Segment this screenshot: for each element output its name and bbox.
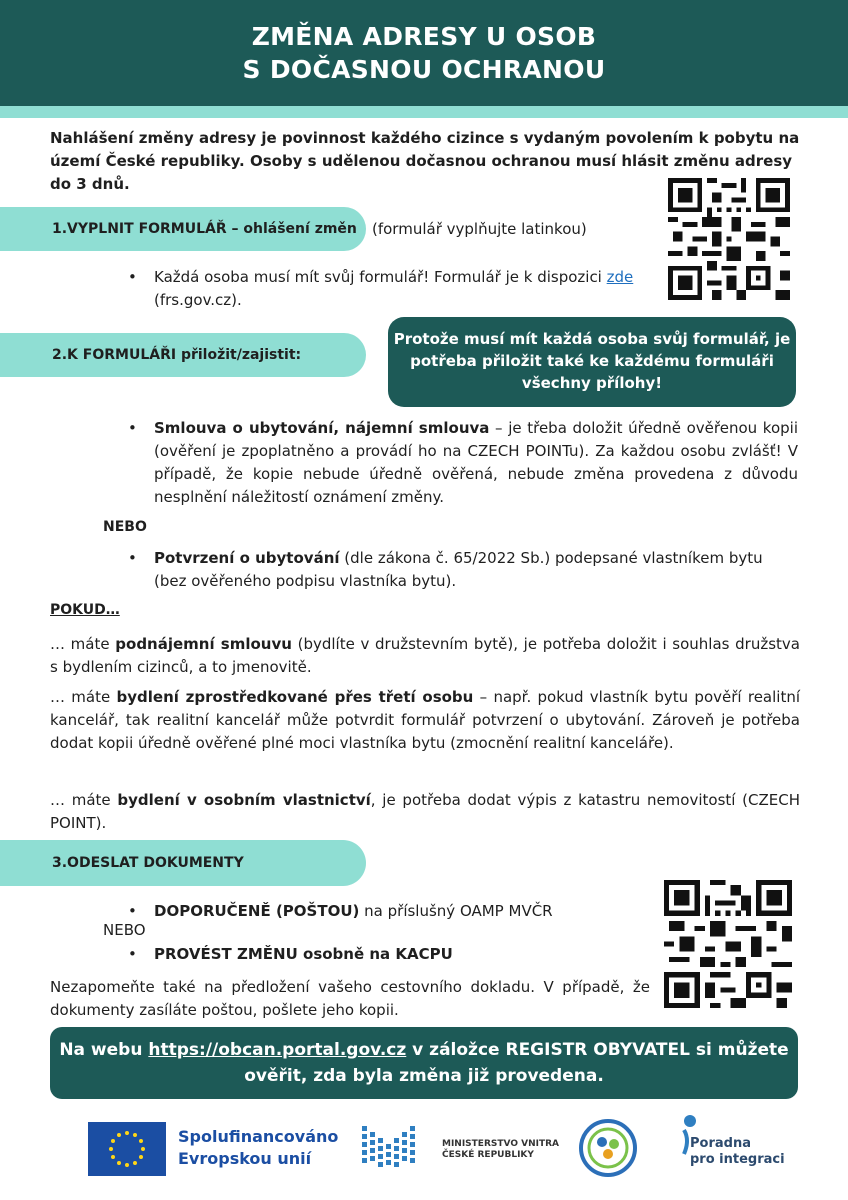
bullet-icon: •	[128, 549, 137, 567]
list-item	[128, 547, 798, 593]
title-line-1: ZMĚNA ADRESY U OSOB	[251, 22, 597, 51]
lease-contract-title: Smlouva o ubytování, nájemní smlouva	[154, 419, 490, 437]
title-line-2: S DOČASNOU OCHRANOU	[242, 55, 606, 84]
third-party-pre: … máte	[50, 688, 117, 706]
in-person-change-title: PROVÉST ZMĚNU osobně na KACPU	[154, 945, 453, 963]
sublease-bold: podnájemní smlouvu	[115, 635, 292, 653]
ministry-line-1: MINISTERSTVO VNITRA	[442, 1139, 559, 1149]
centrum-cizincu-logo-icon	[578, 1118, 638, 1178]
ownership-post: , je potřeba dodat výpis z katastru nemovitostí (CZECH POINT).	[50, 791, 801, 832]
list-item	[128, 266, 660, 312]
eu-cofunded-label	[178, 1126, 338, 1170]
bullet-icon: •	[128, 419, 137, 437]
page-title	[0, 0, 848, 106]
attachments-callout: Protože musí mít každá osoba svůj formulář, je potřeba přiložit také ke každému formuláři všechny přílohy!	[388, 317, 796, 407]
bullet-icon: •	[128, 268, 137, 286]
poradna-line-1: Poradna	[690, 1136, 751, 1151]
eu-line-1: Spolufinancováno	[178, 1127, 339, 1146]
poradna-line-2: pro integraci	[690, 1152, 785, 1167]
registry-check-banner	[50, 1027, 798, 1099]
ownership-pre: … máte	[50, 791, 118, 809]
or-label: NEBO	[103, 519, 147, 535]
bullet-icon: •	[128, 902, 137, 920]
section-2-header: 2.K FORMULÁŘI přiložit/zajistit:	[0, 333, 366, 377]
qr-code-icon	[664, 880, 792, 1008]
send-by-post-title: DOPORUČENĚ (POŠTOU)	[154, 902, 360, 920]
section-1-header: 1.VYPLNIT FORMULÁŘ – ohlášení změn	[0, 207, 366, 251]
portal-link[interactable]: https://obcan.portal.gov.cz	[148, 1040, 407, 1060]
lease-contract-text: – je třeba doložit úředně ověřenou kopii (ověření je zpoplatněno a provádí ho na CZECH POINTu). Za každou osobu zvlášť! V případě, že kopie nebude úředně ověřená, nebude změna provedena z důvodu nesplnění náležitostí oznámení změny.	[154, 419, 798, 506]
ownership-paragraph	[50, 789, 800, 835]
banner-post: v záložce REGISTR OBYVATEL si můžete ověřit, zda byla změna již provedena.	[244, 1040, 789, 1086]
banner-pre: Na webu	[59, 1040, 149, 1060]
accommodation-confirmation-title: Potvrzení o ubytování	[154, 549, 340, 567]
section-3-header: 3.ODESLAT DOKUMENTY	[0, 840, 366, 886]
footer-logos	[0, 1112, 848, 1200]
or-label: NEBO	[103, 921, 146, 939]
third-party-paragraph	[50, 686, 800, 755]
form-info-text: Každá osoba musí mít svůj formulář! Formulář je k dispozici	[154, 268, 602, 286]
eu-flag-icon	[88, 1122, 166, 1176]
form-source-text: (frs.gov.cz).	[154, 291, 242, 309]
sublease-post: (bydlíte v družstevním bytě), je potřeba doložit i souhlas družstva s bydlením cizinců, a to jmenovitě.	[50, 635, 800, 676]
list-item	[128, 943, 624, 966]
bullet-icon: •	[128, 945, 137, 963]
travel-document-reminder: Nezapomeňte také na předložení vašeho cestovního dokladu. V případě, že dokumenty zasíláte poštou, pošlete jeho kopii.	[50, 978, 650, 1019]
accommodation-confirmation-text: (dle zákona č. 65/2022 Sb.) podepsané vlastníkem bytu (bez ověřeného podpisu vlastníka bytu).	[154, 549, 763, 590]
ministry-label	[442, 1139, 559, 1161]
qr-code-icon	[668, 178, 790, 300]
third-party-bold: bydlení zprostředkované přes třetí osobu	[116, 688, 474, 706]
send-by-post-text: na příslušný OAMP MVČR	[359, 902, 553, 920]
ownership-bold: bydlení v osobním vlastnictví	[117, 791, 371, 809]
section-1-note: (formulář vyplňujte latinkou)	[372, 220, 587, 238]
eu-line-2: Evropskou unií	[178, 1149, 312, 1168]
ministry-logo-icon	[360, 1118, 436, 1178]
sublease-pre: … máte	[50, 635, 116, 653]
list-item	[128, 417, 798, 509]
sublease-paragraph	[50, 633, 800, 679]
if-label: POKUD…	[50, 602, 120, 618]
list-item	[128, 900, 624, 923]
ministry-line-2: ČESKÉ REPUBLIKY	[442, 1150, 534, 1160]
intro-paragraph: Nahlášení změny adresy je povinnost každého cizince s vydaným povolením k pobytu na území České republiky. Osoby s udělenou dočasnou ochranou musí hlásit změnu adresy do 3 dnů.	[50, 129, 800, 193]
form-link[interactable]: zde	[606, 268, 634, 286]
poradna-label	[690, 1136, 785, 1168]
third-party-post: – např. pokud vlastník bytu pověří realitní kancelář, tak realitní kancelář může potvrdit formulář potvrzení o ubytování. Zároveň je potřeba dodat kopii úředně ověřené plné moci vlastníka bytu (zmocnění realitní kanceláře).	[50, 688, 801, 752]
